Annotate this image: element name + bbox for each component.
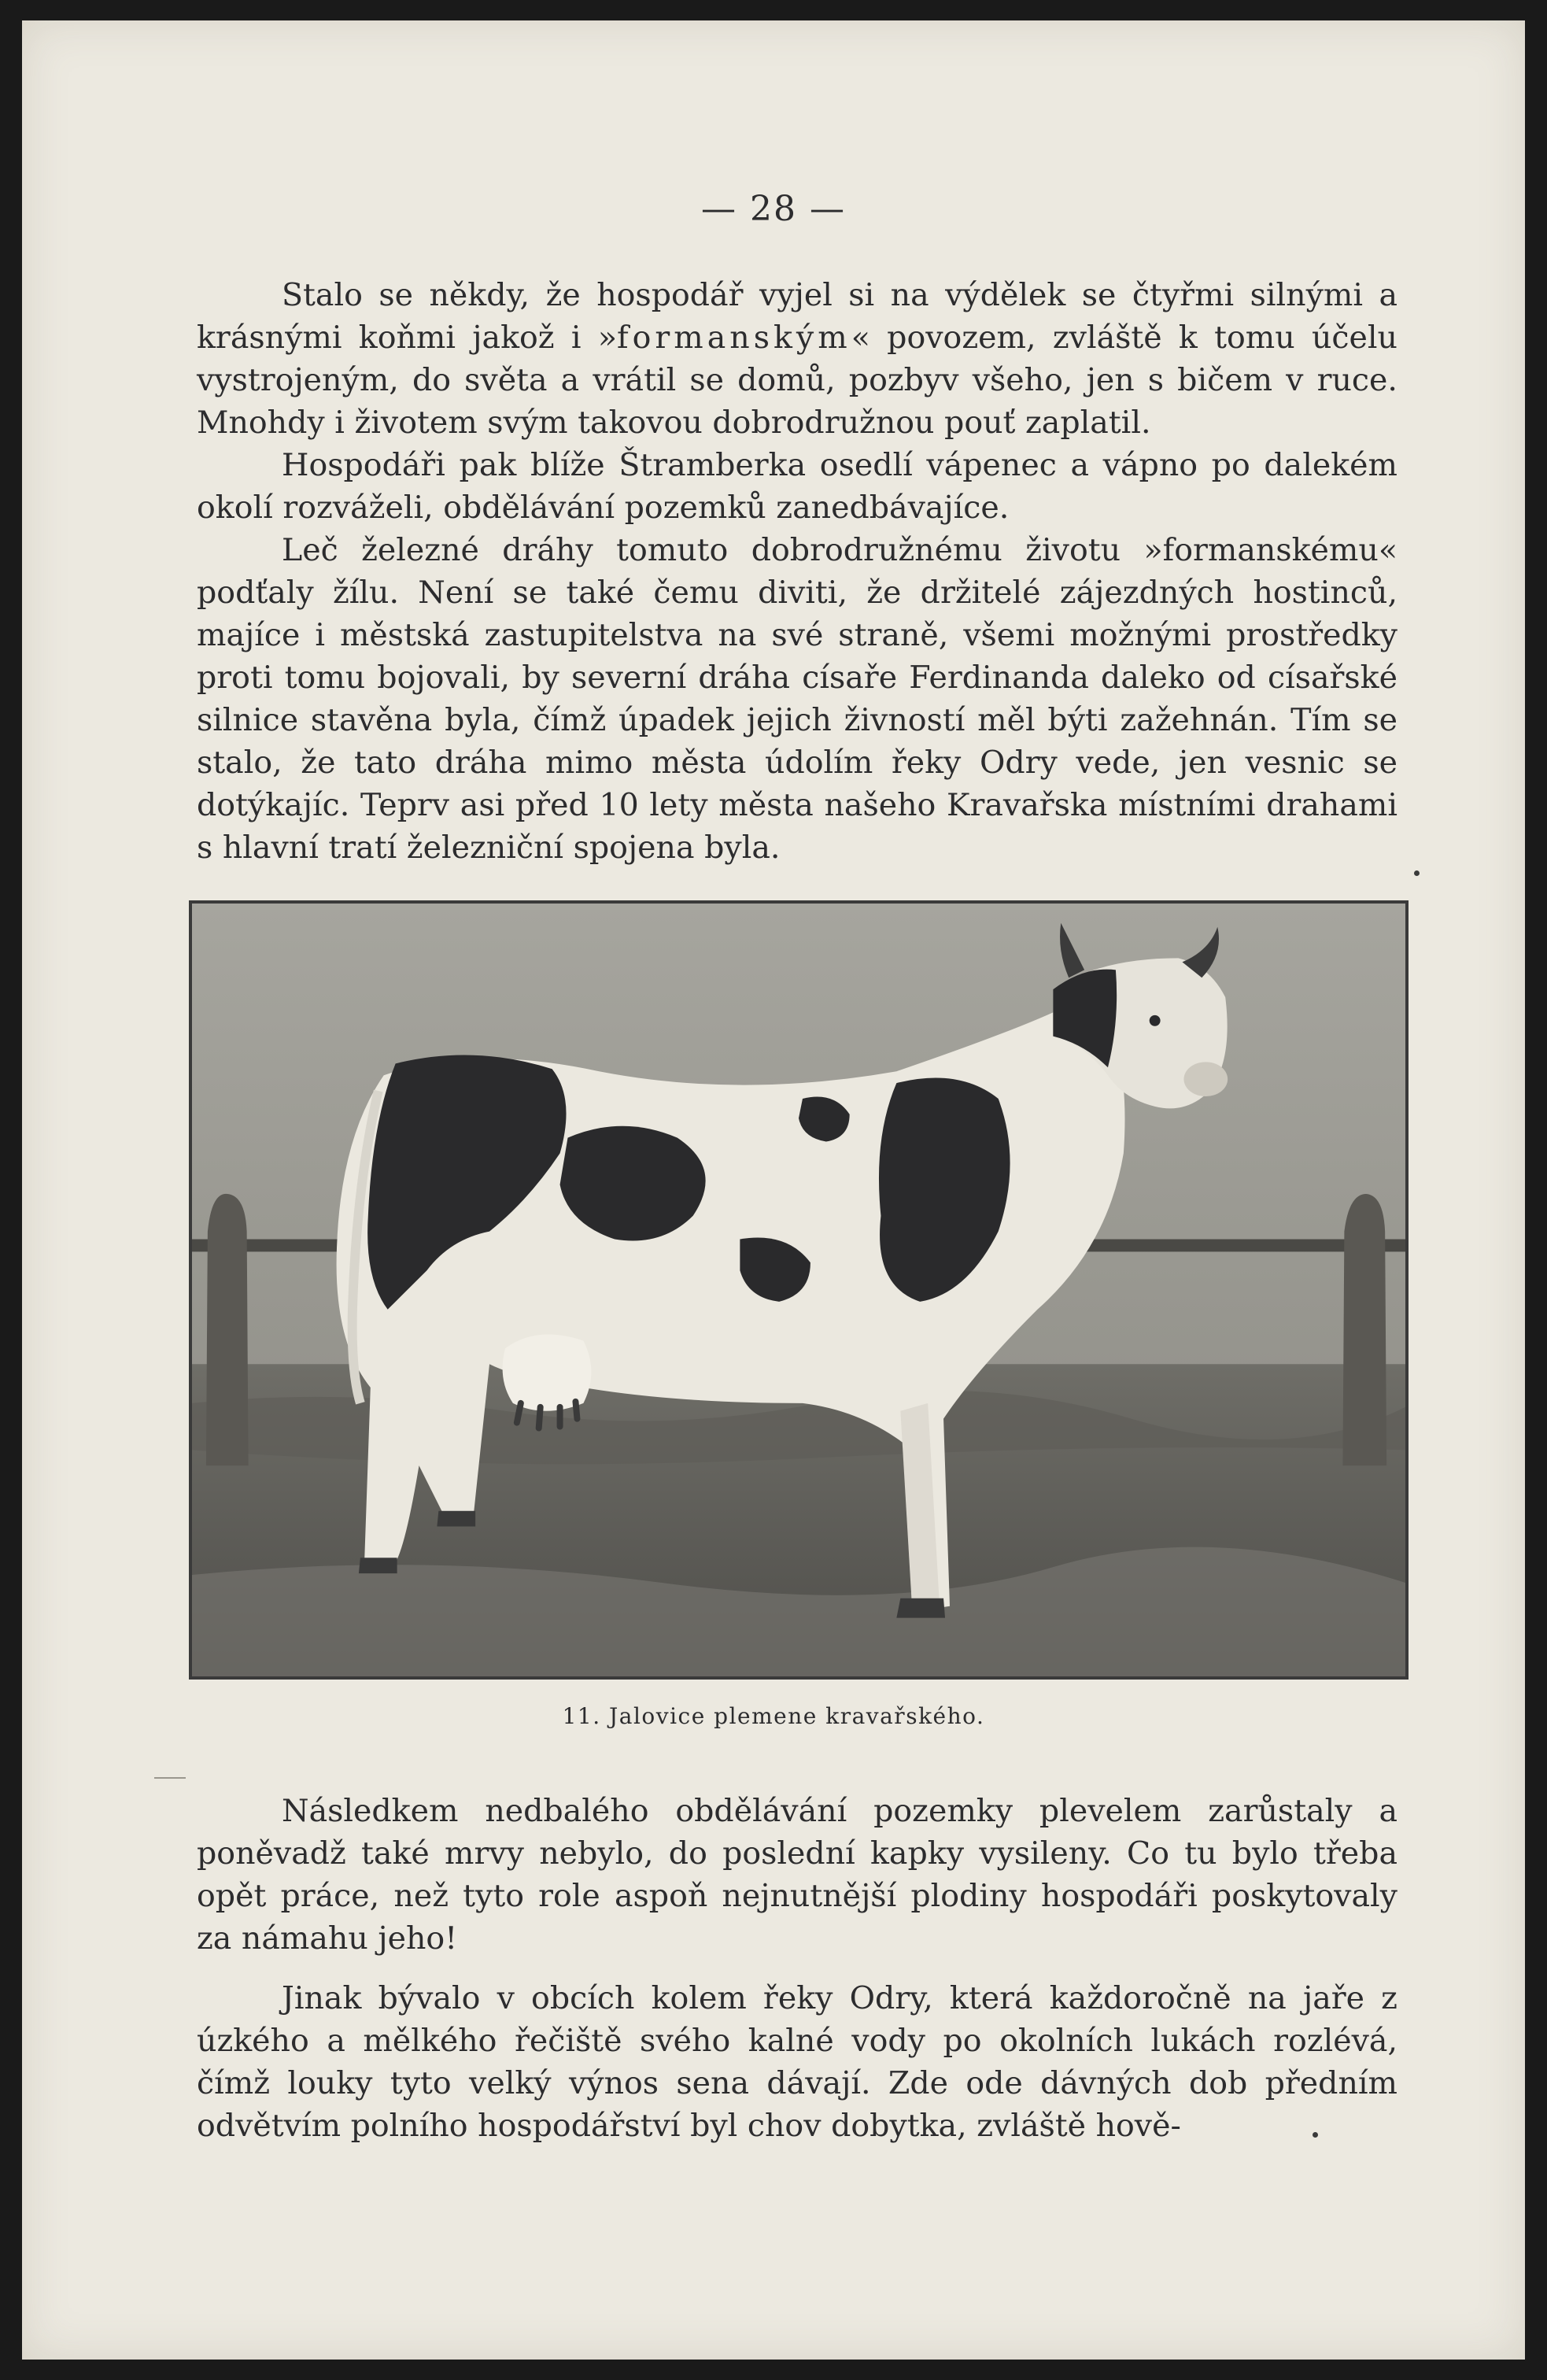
paragraph-text: « povozem, zvláště k tomu účelu vystrojeným, do světa a vrátil se domů, pozbyv všeho, jen s bičem v ruce. Mnohdy i životem svým takovou dobrodružnou pouť zaplatil. <box>197 320 1397 441</box>
margin-dot <box>1313 2132 1318 2138</box>
paragraph-railways: Leč železné dráhy tomuto dobrodružnému životu »formanskému« podťaly žílu. Není se také čemu diviti, že držitelé zájezdných hostinců, majíce i městská zastupitelstva na své straně, všemi možnými prostředky proti tomu bojovali, by severní dráha císaře Ferdinanda daleko od císařské silnice stavěna byla, čímž úpadek jejich živností měl býti zažehnán. Tím se stalo, že tato dráha mimo města údolím řeky Odry vede, jen vesnic se dotýkajíc. Teprv asi před 10 lety města našeho Kravařska místními drahami s hlavní tratí železniční spojena byla. <box>197 532 1397 866</box>
text-block-bottom <box>197 1790 1397 2147</box>
fence-post-right <box>1342 1194 1386 1465</box>
fence-post-left <box>206 1194 249 1465</box>
paragraph-stramberk: Hospodáři pak blíže Štramberka osedlí vápenec a vápno po dalekém okolí rozváželi, obdělávání pozemků zanedbávajíce. <box>197 447 1397 526</box>
paragraph-formanstvi <box>197 274 1397 444</box>
cow-photograph <box>189 900 1409 1680</box>
cow-illustration <box>192 904 1405 1676</box>
text-block-top <box>197 274 1397 869</box>
margin-dot <box>1414 870 1420 876</box>
paragraph-neglect: Následkem nedbalého obdělávání pozemky plevelem zarůstaly a poněvadž také mrvy nebylo, do poslední kapky vysileny. Co tu bylo třeba opět práce, než tyto role aspoň nejnutnější plodiny hospodáři poskytovaly za námahu jeho! <box>197 1793 1397 1957</box>
emphasized-word: formanským <box>617 320 851 356</box>
paragraph-odra: Jinak bývalo v obcích kolem řeky Odry, která každoročně na jaře z úzkého a mělkého řečiště svého kalné vody po okolních lukách rozlévá, čímž louky tyto velký výnos sena dávají. Zde ode dávných dob předním odvětvím polního hospodářství byl chov dobytka, zvláště hově- <box>197 1980 1397 2144</box>
page-number: — 28 — <box>701 189 846 229</box>
cow-eye <box>1150 1015 1161 1026</box>
paragraph-text: Stalo se někdy, že hospodář vyjel si na výdělek se čtyřmi silnými a krásnými koňmi jakož i » <box>197 277 1397 356</box>
figure-caption: 11. Jalovice plemene kravařského. <box>562 1703 985 1729</box>
cow-muzzle <box>1183 1062 1228 1096</box>
cow-udder <box>503 1335 592 1411</box>
book-page <box>22 20 1525 2360</box>
margin-dash <box>154 1777 186 1779</box>
